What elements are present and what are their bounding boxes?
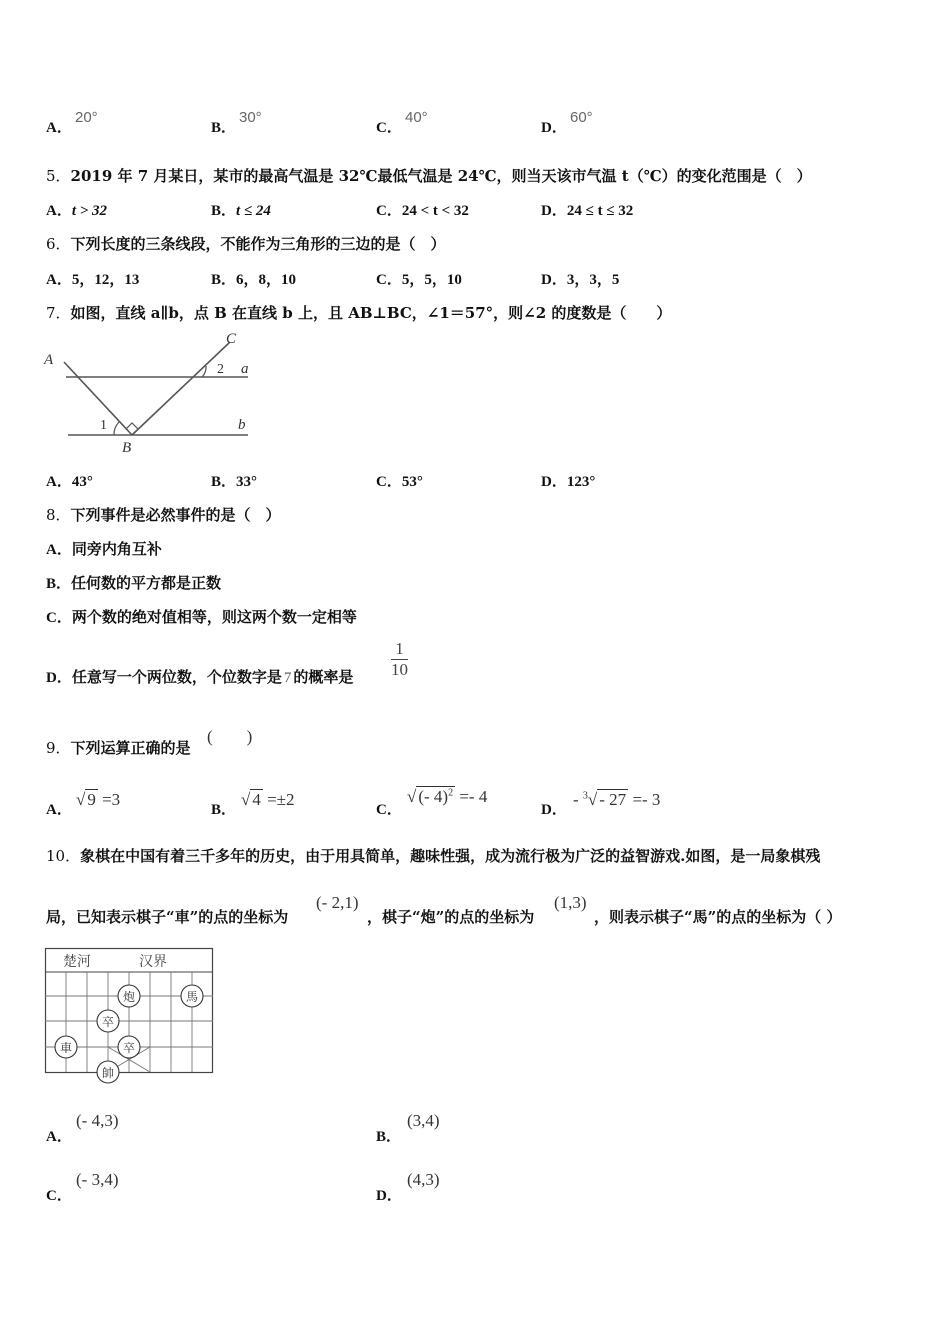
q9-option-c-expr: √ (- 4)$^2$ =- 4 xyxy=(407,787,488,806)
q5-option-c: C．24 < t < 32 xyxy=(376,203,469,219)
q6-question xyxy=(46,233,446,254)
q4-option-c-label: C． xyxy=(376,120,402,136)
q6-option-d: D．3，3，5 xyxy=(541,272,620,288)
q10-option-d-value: (4,3) xyxy=(407,1170,440,1189)
q10-option-b-value: (3,4) xyxy=(407,1111,440,1130)
q4-option-b-label: B． xyxy=(211,120,237,136)
q7-text: 如图，直线 a∥b，点 B 在直线 b 上，且 AB⊥BC，∠1＝57°，则∠2 的度数是（ ） xyxy=(70,304,672,322)
q9-number: 9． xyxy=(46,739,71,757)
q8-option-d: D．任意写一个两位数，个位数字是 7 的概率是 xyxy=(46,670,354,686)
q8-number: 8． xyxy=(46,506,71,524)
q9-question xyxy=(46,737,191,758)
q7-option-a: A．43° xyxy=(46,474,93,490)
river-right: 汉界 xyxy=(139,954,167,970)
svg-text:卒: 卒 xyxy=(122,1041,136,1055)
q4-option-b-value: 30° xyxy=(239,109,262,126)
q9-option-d-label: D． xyxy=(541,802,567,818)
q5-text: 2019 年 7 月某日，某市的最高气温是 32℃最低气温是 24℃，则当天该市气温 t（℃）的变化范围是（ ） xyxy=(70,167,812,185)
svg-text:車: 車 xyxy=(59,1041,73,1055)
q9-option-b-expr: √ 4 =±2 xyxy=(241,790,295,809)
q8-fraction xyxy=(391,639,408,680)
q10-option-c-label: C． xyxy=(46,1188,72,1204)
q9-option-d-expr: - $^3$√ - 27 =- 3 xyxy=(573,790,661,809)
segment-ab xyxy=(64,362,132,435)
piece-ma xyxy=(181,985,203,1007)
q10-coord-che: (- 2,1) xyxy=(316,893,359,912)
q8-option-b: B．任何数的平方都是正数 xyxy=(46,576,222,592)
label-angle-2: 2 xyxy=(217,362,224,377)
piece-che xyxy=(55,1036,77,1058)
q8-fraction-den: 10 xyxy=(391,660,408,679)
q4-option-c-value: 40° xyxy=(405,109,428,126)
label-B: B xyxy=(122,440,132,456)
angle-1-arc xyxy=(114,422,119,435)
q4-option-a-value: 20° xyxy=(75,109,98,126)
q4-option-d-value: 60° xyxy=(570,109,593,126)
q10-line1: 10．象棋在中国有着三千多年的历史，由于用具简单，趣味性强，成为流行极为广泛的益智游戏.如图，是一局象棋残 xyxy=(46,847,821,865)
q4-option-a-label: A． xyxy=(46,120,72,136)
q5-number: 5． xyxy=(46,167,71,185)
q7-number: 7． xyxy=(46,304,71,322)
q4-option-d-label: D． xyxy=(541,120,567,136)
right-angle-mark xyxy=(126,423,138,435)
q9-option-a-expr: √ 9 =3 xyxy=(76,790,121,809)
q5-option-d: D．24 ≤ t ≤ 32 xyxy=(541,203,634,219)
q9-option-b-label: B． xyxy=(211,802,237,818)
label-b: b xyxy=(238,417,246,433)
q10-option-c-value: (- 3,4) xyxy=(76,1170,119,1189)
q8-option-a: A．同旁内角互补 xyxy=(46,542,162,558)
segment-bc xyxy=(132,342,230,435)
q9-option-a-label: A． xyxy=(46,802,72,818)
q7-option-b: B．33° xyxy=(211,474,258,490)
q10-option-a-label: A． xyxy=(46,1129,72,1145)
q10-line2-a: 局，已知表示棋子“車”的点的坐标为 xyxy=(46,908,289,926)
label-angle-1: 1 xyxy=(100,418,107,433)
svg-text:卒: 卒 xyxy=(101,1015,115,1029)
q10-line2-b: ，棋子“炮”的点的坐标为 xyxy=(367,908,535,926)
piece-zu-2 xyxy=(118,1036,140,1058)
label-A: A xyxy=(44,352,54,368)
svg-text:帥: 帥 xyxy=(101,1066,115,1080)
piece-pao xyxy=(118,985,140,1007)
piece-shuai xyxy=(97,1061,119,1083)
q8-option-c: C．两个数的绝对值相等，则这两个数一定相等 xyxy=(46,610,357,626)
q7-option-c: C．53° xyxy=(376,474,423,490)
q6-option-a: A．5，12，13 xyxy=(46,272,140,288)
q6-option-b: B．6，8，10 xyxy=(211,272,297,288)
q10-line2-c: ，则表示棋子“馬”的点的坐标为（ ） xyxy=(594,908,842,926)
q7-figure xyxy=(40,328,270,458)
q10-option-b-label: B． xyxy=(376,1129,402,1145)
q9-text: 下列运算正确的是 xyxy=(70,739,191,757)
q6-number: 6． xyxy=(46,235,71,253)
river-left: 楚河 xyxy=(63,954,91,970)
q8-fraction-num: 1 xyxy=(391,639,408,660)
q5-question xyxy=(46,165,812,186)
svg-text:炮: 炮 xyxy=(122,990,136,1004)
q7-option-d: D．123° xyxy=(541,474,596,490)
label-a: a xyxy=(241,361,249,377)
q8-digit: 7 xyxy=(283,670,292,686)
q9-paren: ( ) xyxy=(207,727,253,746)
q9-option-c-label: C． xyxy=(376,802,402,818)
q6-text: 下列长度的三条线段，不能作为三角形的三边的是（ ） xyxy=(70,235,446,253)
q8-question xyxy=(46,504,281,525)
q10-option-d-label: D． xyxy=(376,1188,402,1204)
q10-coord-pao: (1,3) xyxy=(554,893,587,912)
q6-option-c: C．5，5，10 xyxy=(376,272,462,288)
q5-option-a: A．t > 32 xyxy=(46,203,108,219)
svg-text:馬: 馬 xyxy=(185,990,199,1004)
q5-option-b: B．t ≤ 24 xyxy=(211,203,271,219)
piece-zu-1 xyxy=(97,1010,119,1032)
label-C: C xyxy=(226,331,237,347)
q8-text: 下列事件是必然事件的是（ ） xyxy=(70,506,281,524)
q7-question xyxy=(46,302,671,323)
chess-board xyxy=(45,948,215,1084)
q10-option-a-value: (- 4,3) xyxy=(76,1111,119,1130)
q10-number: 10． xyxy=(46,847,81,865)
